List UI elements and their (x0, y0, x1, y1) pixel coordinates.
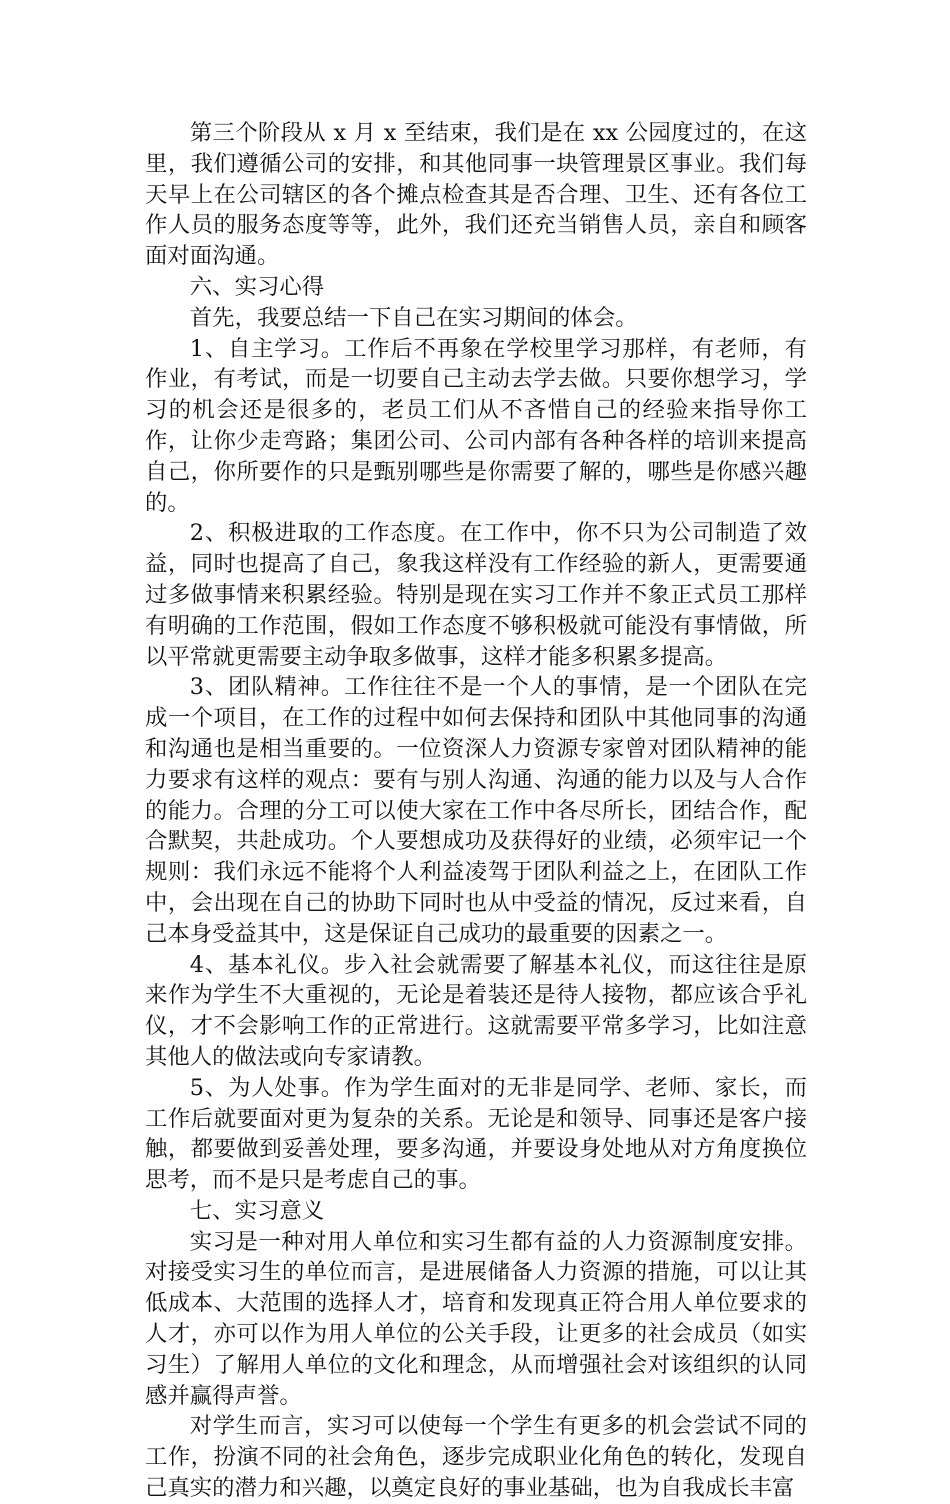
document-body (145, 118, 807, 1504)
heading-internship-significance: 七、实习意义 (189, 1197, 325, 1224)
paragraph-self-learning: 1、自主学习。工作后不再象在学校里学习那样，有老师，有作业，有考试，而是一切要自己主动去学去做。只要你想学习，学习的机会还是很多的，老员工们从不吝惜自己的经验来指导你工作，让你少走弯路；集团公司、公司内部有各种各样的培训来提高自己，你所要作的只是甄别哪些是你需要了解的，哪些是你感兴趣的。 (145, 335, 807, 516)
paragraph-student-benefit: 对学生而言，实习可以使每一个学生有更多的机会尝试不同的工作，扮演不同的社会角色，逐步完成职业化角色的转化，发现自己真实的潜力和兴趣，以奠定良好的事业基础，也为自我成长丰富 (145, 1413, 807, 1502)
paragraph-stage-three: 第三个阶段从 x 月 x 至结束，我们是在 xx 公园度过的，在这里，我们遵循公司的安排，和其他同事一块管理景区事业。我们每天早上在公司辖区的各个摊点检查其是否合理、卫生、还有各位工作人员的服务态度等等，此外，我们还充当销售人员，亲自和顾客面对面沟通。 (145, 120, 807, 270)
paragraph-positive-attitude: 2、积极进取的工作态度。在工作中，你不只为公司制造了效益，同时也提高了自己，象我这样没有工作经验的新人，更需要通过多做事情来积累经验。特别是现在实习工作并不象正式员工那样有明确的工作范围，假如工作态度不够积极就可能没有事情做，所以平常就更需要主动争取多做事，这样才能多积累多提高。 (145, 520, 807, 670)
heading-internship-reflections: 六、实习心得 (189, 273, 325, 300)
paragraph-team-spirit: 3、团队精神。工作往往不是一个人的事情，是一个团队在完成一个项目，在工作的过程中如何去保持和团队中其他同事的沟通和沟通也是相当重要的。一位资深人力资源专家曾对团队精神的能力要求有这样的观点：要有与别人沟通、沟通的能力以及与人合作的能力。合理的分工可以使大家在工作中各尽所长，团结合作，配合默契，共赴成功。个人要想成功及获得好的业绩，必须牢记一个规则：我们永远不能将个人利益凌驾于团队利益之上，在团队工作中，会出现在自己的协助下同时也从中受益的情况，反过来看，自己本身受益其中，这是保证自己成功的最重要的因素之一。 (145, 674, 807, 947)
paragraph-interpersonal: 5、为人处事。作为学生面对的无非是同学、老师、家长，而工作后就要面对更为复杂的关系。无论是和领导、同事还是客户接触，都要做到妥善处理，要多沟通，并要设身处地从对方角度换位思考，而不是只是考虑自己的事。 (145, 1074, 807, 1194)
paragraph-employer-benefit: 实习是一种对用人单位和实习生都有益的人力资源制度安排。对接受实习生的单位而言，是进展储备人力资源的措施，可以让其低成本、大范围的选择人才，培育和发现真正符合用人单位要求的人才，亦可以作为用人单位的公关手段，让更多的社会成员（如实习生）了解用人单位的文化和理念，从而增强社会对该组织的认同感并赢得声誉。 (145, 1228, 807, 1409)
paragraph-basic-etiquette: 4、基本礼仪。步入社会就需要了解基本礼仪，而这往往是原来作为学生不大重视的，无论是着装还是待人接物，都应该合乎礼仪，才不会影响工作的正常进行。这就需要平常多学习，比如注意其他人的做法或向专家请教。 (145, 951, 807, 1070)
paragraph-summary-intro: 首先，我要总结一下自己在实习期间的体会。 (189, 304, 638, 331)
